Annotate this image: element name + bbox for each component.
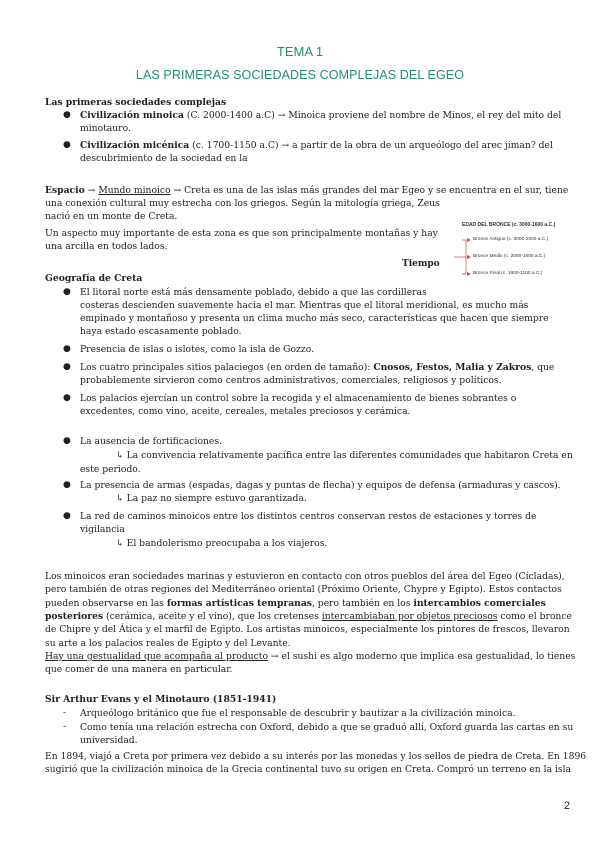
minoicos-line6: su arte a los palacios reales de Egipto y del Levante. <box>45 638 291 649</box>
page-number: 2 <box>563 800 570 812</box>
timeline-title: EDAD DEL BRONCE (c. 3000-1600 a.C.) <box>462 222 556 228</box>
geo-fortificaciones-sub-line1: ↳ La convivencia relativamente pacífica entre las diferentes comunidades que habitaron Creta en <box>116 450 573 461</box>
minoicos-line8: que comer de una manera en particular. <box>45 664 233 675</box>
espacio-line1: Espacio → Mundo minoico → Creta es una de las islas más grandes del mar Egeo y se encuentra en el sur, tiene <box>45 185 569 196</box>
bullet: ● <box>63 287 71 297</box>
geo-islas: Presencia de islas o islotes, como la isla de Gozzo. <box>80 344 315 355</box>
geo-caminos-line1: La red de caminos minoicos entre los distintos centros conservan restos de estaciones y torres de <box>80 511 537 522</box>
geo-control-line2: excedentes, como vino, aceite, cereales, metales preciosos y cerámica. <box>80 406 411 417</box>
bullet: ● <box>63 362 71 372</box>
geo-litoral-line1: El litoral norte está más densamente poblado, debido a que las cordilleras <box>80 287 427 298</box>
geo-armas: La presencia de armas (espadas, dagas y puntas de flecha) y equipos de defensa (armaduras y cascos). <box>80 480 561 491</box>
geo-palacios-line1: Los cuatro principales sitios palaciegos (en orden de tamaño): Cnosos, Festos, Malia y Zakros, que <box>80 362 555 373</box>
section-heading-evans: Sir Arthur Evans y el Minotauro (1851-1941) <box>45 694 277 705</box>
bullet: ● <box>63 393 71 403</box>
espacio-line3: nació en un monte de Creta. <box>45 211 178 222</box>
geo-caminos-sub: ↳ El bandolerismo preocupaba a los viajeros. <box>116 538 328 549</box>
timeline-arrow-2 <box>467 255 471 259</box>
minoicos-line2: pero también de otras regiones del Mediterráneo oriental (Próximo Oriente, Chypre y Egipto). Estos contactos <box>45 584 562 595</box>
timeline-item-3: Bronce Final (c. 1600-1100 a.C.) <box>473 271 543 276</box>
minoicos-line4: posteriores (cerámica, aceite y el vino), que los cretenses intercambiaban por objetos preciosos como el bronce <box>45 611 572 622</box>
bullet-micenica-line2: descubrimiento de la sociedad en la <box>80 153 248 164</box>
dash-bullet: - <box>63 721 67 732</box>
timeline-item-1: Bronce Antiguo (c. 3000-2000 a.C.) <box>473 237 549 242</box>
page-title: LAS PRIMERAS SOCIEDADES COMPLEJAS DEL EGEO <box>135 68 465 82</box>
minoicos-line3: pueden observarse en las formas artísticas tempranas, pero también en los intercambios comerciales <box>45 598 546 609</box>
evans-dash1: Arqueólogo británico que fue el responsable de descubrir y bautizar a la civilización minoica. <box>80 708 516 719</box>
minoicos-line5: de Chipre y del Ática y el marfil de Egipto. Los artistas minoicos, especialmente los pintores de frescos, llevaron <box>45 624 570 635</box>
geo-armas-sub: ↳ La paz no siempre estuvo garantizada. <box>116 493 307 504</box>
minoicos-line7: Hay una gestualidad que acompaña al producto → el sushi es algo moderno que implica esa gestualidad, lo tienes <box>45 651 576 662</box>
geo-fortificaciones-sub-line2: este periodo. <box>80 464 141 475</box>
section-heading-geografia: Geografía de Creta <box>45 273 143 284</box>
geo-control-line1: Los palacios ejercían un control sobre la recogida y el almacenamiento de bienes sobrantes o <box>80 393 517 404</box>
bullet: ● <box>63 344 71 354</box>
geo-fortificaciones: La ausencia de fortificaciones. <box>80 436 222 447</box>
geo-litoral-line3: empinado y montañoso y presenta un clima mucho más seco, características que hacen que siempre <box>80 313 549 324</box>
tema-label: TEMA 1 <box>276 44 324 59</box>
bullet: ● <box>63 436 71 446</box>
section-heading-sociedades: Las primeras sociedades complejas <box>45 97 227 108</box>
bullet-minoica-line1: Civilización minoica (C. 2000-1400 a.C) → Minoica proviene del nombre de Minos, el rey del mito del <box>80 110 562 121</box>
evans-para-line1: En 1894, viajó a Creta por primera vez debido a su interés por las monedas y los sellos de piedra de Creta. En 1896 <box>45 751 587 762</box>
minoicos-line1: Los minoicos eran sociedades marinas y estuvieron en contacto con otros pueblos del área del Egeo (Cícladas), <box>45 571 565 582</box>
timeline-item-2: Bronce Medio (c. 2000-1600 a.C.) <box>473 254 546 259</box>
bullet: ● <box>63 110 71 120</box>
espacio-line5: una arcilla en todos lados. <box>45 241 168 252</box>
bullet: ● <box>63 511 71 521</box>
evans-para-line2: sugirió que la civilización minoica de la Grecia continental tuvo su origen en Creta. Compró un terreno en la isla <box>45 764 572 775</box>
dash-bullet: - <box>63 707 67 718</box>
timeline-arrow-3 <box>467 272 471 276</box>
timeline-arrow-1 <box>467 238 471 242</box>
geo-litoral-line2: costeras descienden suavemente hacia el mar. Mientras que el litoral meridional, es mucho más <box>80 300 529 311</box>
timeline-label: Tiempo <box>402 259 440 269</box>
bullet: ● <box>63 140 71 150</box>
geo-litoral-line4: haya estado escasamente poblado. <box>80 326 242 337</box>
bullet-minoica-line2: minotauro. <box>80 123 131 134</box>
espacio-line2: una conexión cultural muy estrecha con los griegos. Según la mitología griega, Zeus <box>45 198 440 209</box>
evans-dash2-line1: Como tenía una relación estrecha con Oxford, debido a que se graduó allí, Oxford guarda las cartas en su <box>80 722 574 733</box>
geo-palacios-line2: probablemente sirvieron como centros administrativos, comerciales, religiosos y políticos. <box>80 375 502 386</box>
evans-dash2-line2: universidad. <box>80 735 138 746</box>
geo-caminos-line2: vigilancia <box>80 524 125 535</box>
espacio-line4: Un aspecto muy importante de esta zona es que son principalmente montañas y hay <box>45 228 438 239</box>
bullet: ● <box>63 480 71 490</box>
bullet-micenica-line1: Civilización micénica (c. 1700-1150 a.C) → a partir de la obra de un arqueólogo del arec jiman? del <box>80 140 553 151</box>
